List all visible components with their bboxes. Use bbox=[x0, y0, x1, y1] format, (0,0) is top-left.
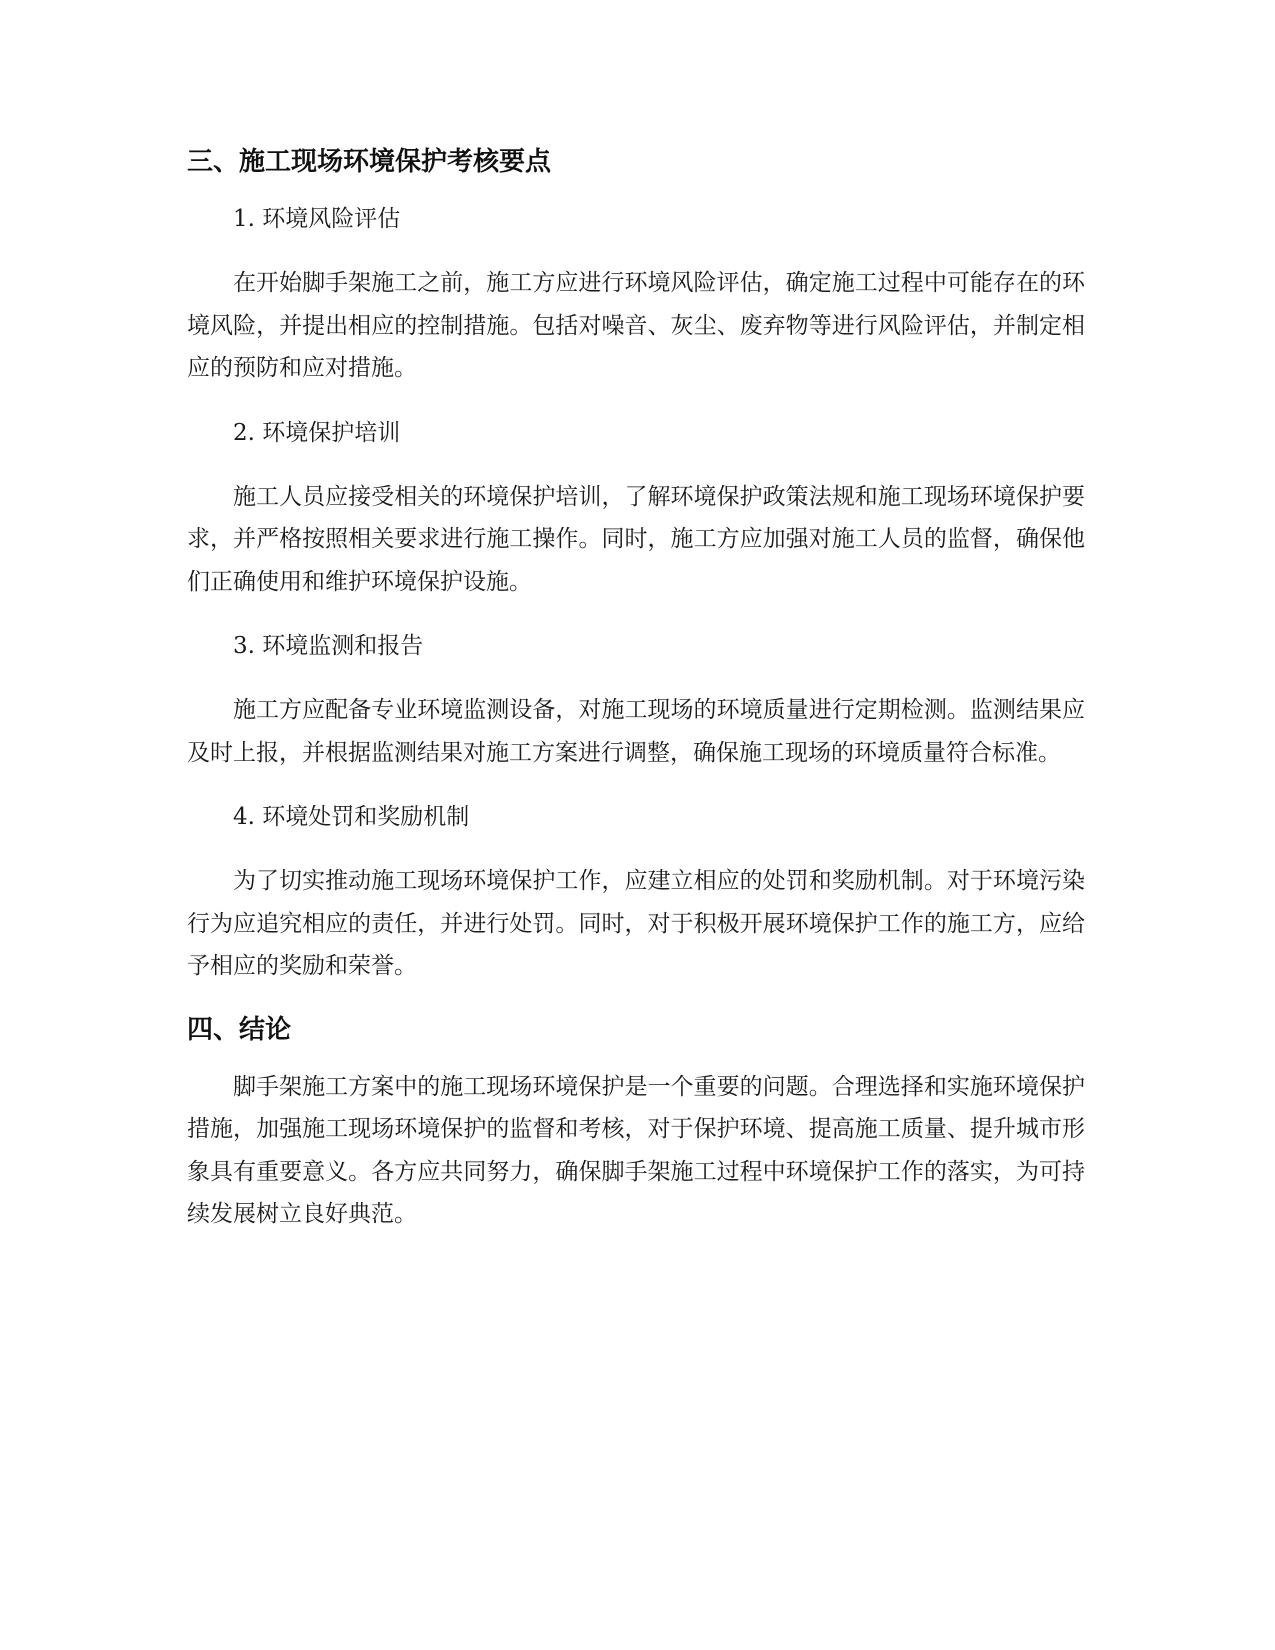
paragraph-monitoring: 施工方应配备专业环境监测设备，对施工现场的环境质量进行定期检测。监测结果应及时上报，并根据监测结果对施工方案进行调整，确保施工现场的环境质量符合标准。 bbox=[187, 697, 1085, 766]
paragraph-training: 施工人员应接受相关的环境保护培训，了解环境保护政策法规和施工现场环境保护要求，并严格按照相关要求进行施工操作。同时，施工方应加强对施工人员的监督，确保他们正确使用和维护环境保护设施。 bbox=[187, 483, 1085, 595]
paragraph-risk-assessment: 在开始脚手架施工之前，施工方应进行环境风险评估，确定施工过程中可能存在的环境风险，并提出相应的控制措施。包括对噪音、灰尘、废弃物等进行风险评估，并制定相应的预防和应对措施。 bbox=[187, 270, 1085, 381]
item-title-penalty-reward: 4. 环境处罚和奖励机制 bbox=[233, 804, 470, 830]
item-title-monitoring: 3. 环境监测和报告 bbox=[233, 633, 424, 659]
item-title-risk-assessment: 1. 环境风险评估 bbox=[233, 206, 401, 232]
section-heading-assessment: 三、施工现场环境保护考核要点 bbox=[187, 147, 552, 177]
paragraph-penalty-reward: 为了切实推动施工现场环境保护工作，应建立相应的处罚和奖励机制。对于环境污染行为应追究相应的责任，并进行处罚。同时，对于积极开展环境保护工作的施工方，应给予相应的奖励和荣誉。 bbox=[187, 868, 1085, 979]
paragraph-conclusion: 脚手架施工方案中的施工现场环境保护是一个重要的问题。合理选择和实施环境保护措施，加强施工现场环境保护的监督和考核，对于保护环境、提高施工质量、提升城市形象具有重要意义。各方应共同努力，确保脚手架施工过程中环境保护工作的落实，为可持续发展树立良好典范。 bbox=[187, 1073, 1085, 1227]
document-content bbox=[187, 142, 1085, 1258]
item-title-training: 2. 环境保护培训 bbox=[233, 419, 401, 446]
section-heading-conclusion: 四、结论 bbox=[187, 1014, 292, 1045]
